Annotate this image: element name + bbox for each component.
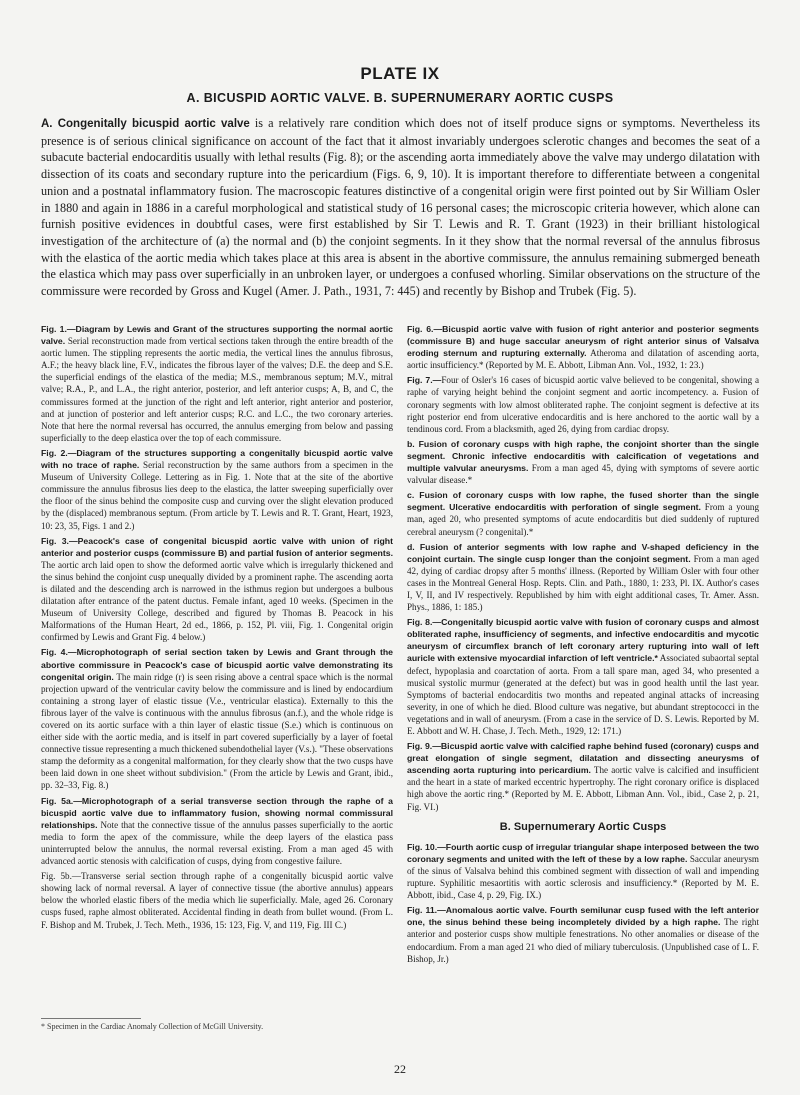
caption-body: Saccular aneurysm of the sinus of Valsalva behind this combined segment with dissection of wall and impending rupture. Syphilitic mesaortitis with aortic sclerosis and insufficiency.* (Reported by M. E. Abbott, ibid., Case 4, p. 29, Fig. IX.) bbox=[407, 853, 759, 901]
caption-heading: Fig. 11.—Anomalous aortic valve. Fourth semilunar cusp fused with the left anterior one, the sinus behind these being incompletely divided by a high raphe. bbox=[407, 905, 759, 928]
caption-body: Serial reconstruction by the same authors from a specimen in the Museum of University College. Lettering as in Fig. 1. Note that at the site of the abortive commissure the annulus fibrosus lies deep to the elastica, the latter sweeping superficially over the floor of the sinus behind the composite cusp and curving over the slight elevation produced by the (displaced) membranous septum. (From article by T. Lewis and R. T. Grant, Heart, 1923, 10: 23, 35, Figs. 1 and 2.) bbox=[41, 460, 393, 531]
page-number: 22 bbox=[394, 1062, 406, 1076]
intro-paragraph bbox=[41, 115, 760, 300]
caption-body: Note that the connective tissue of the annulus passes superficially to the aortic media to form the apex of the commissure, while the deep layers of the elastica pass uninterrupted below the annulus, the normal reversal existing. From a man aged 45 with advanced aortic stenosis with calcification of cusps, dying from congestive failure. bbox=[41, 819, 393, 867]
caption-body: From a young man, aged 20, who presented symptoms of acute endocarditis but died suddenly of ruptured cerebral aneurysm (? congenital).* bbox=[407, 502, 759, 537]
figure-caption bbox=[407, 541, 759, 614]
figure-caption bbox=[41, 323, 393, 444]
figure-caption bbox=[407, 438, 759, 486]
intro-lead: A. Congenitally bicuspid aortic valve bbox=[41, 118, 250, 130]
caption-heading: Fig. 6.—Bicuspid aortic valve with fusion of right anterior and posterior segments (commissure B) and huge saccular aneurysm of right anterior sinus of Valsalva eroding sternum and rupturing externally. bbox=[407, 324, 759, 359]
caption-body: From a man aged 45, dying with symptoms of severe aortic valvular disease.* bbox=[407, 463, 759, 486]
intro-text: is a relatively rare condition which does not of itself produce signs or symptoms. Nevertheless its presence is of serious clinical significance on account of the fact that it almost invariably undergoes sclerotic changes and becomes the seat of a subacute bacterial endocarditis usually with lethal results (Fig. 8); or the ascending aorta immediately above the valve may undergo dilatation with dissection of its coats and secondary rupture into the pericardium (Figs. 6, 9, 10). It is important therefore to differentiate between a congenital union and a postnatal inflammatory fusion. The macroscopic features distinctive of a congenital origin were first pointed out by Sir William Osler in 1880 and again in 1886 in a careful morphological and statistical study of 16 personal cases; the microscopic criteria however, which alone can furnish positive evidences in doubtful cases, were first established by Sir T. Lewis and R. T. Grant (1923) in their brilliant histological investigation of the architecture of (a) the normal and (b) the conjoint segments. In it they show that the normal reversal of the annulus fibrosus with the elastica of the aortic media which takes place at this area is absent in the abortive commissure, the annulus remaining submerged beneath the elastica which may pass over superficially in an unbroken layer, or undergoes a confused whorling. Similar observations on the structure of the commissure were recorded by Gross and Kugel (Amer. J. Path., 1931, 7: 445) and recently by Bishop and Trubek (Fig. 5). bbox=[41, 116, 760, 299]
section-b-heading: B. Supernumerary Aortic Cusps bbox=[499, 820, 667, 833]
figure-caption bbox=[41, 646, 393, 791]
caption-body: Atheroma and dilatation of ascending aorta, aortic insufficiency.* (Reported by M. E. Abbott, Libman Ann. Vol., 1932, 1: 23.) bbox=[407, 348, 759, 371]
figure-caption bbox=[41, 795, 393, 868]
figure-caption bbox=[41, 870, 393, 930]
plate-title: PLATE IX bbox=[360, 64, 440, 83]
caption-body: The right anterior and posterior cusps show multiple fenestrations. No other anomalies or disease of the endocardium. From a man aged 21 who died of miliary tuberculosis. (Unpublished case of L. F. Bishop, Jr.) bbox=[407, 917, 759, 964]
caption-body: From a man aged 42, dying of cardiac dropsy after 5 months' illness. (Reported by William Osler with four other cases in the Montreal General Hosp. Repts. Clin. and Path., 1880, 1: 233, Pl. IX. Author's cases I, V, II, and IV respectively. Republished by him with eight additional cases, Tr. Amer. Assn. Phys., 1886, 1: 185.) bbox=[407, 553, 759, 613]
figure-caption bbox=[407, 740, 759, 813]
footnote-rule bbox=[41, 1018, 141, 1019]
caption-heading: b. Fusion of coronary cusps with high raphe, the conjoint shorter than the single segment. Chronic infective endocarditis with calcification of vegetations and multiple valvular aneurysms. bbox=[407, 438, 759, 474]
plate-subtitle: A. BICUSPID AORTIC VALVE. B. SUPERNUMERARY AORTIC CUSPS bbox=[186, 91, 614, 105]
figure-caption bbox=[407, 323, 759, 371]
caption-body: The aortic valve is calcified and insufficient and the heart in a state of marked eccentric hypertrophy. The right coronary orifice is displaced high above the aortic ring.* (Reported by M. E. Abbott, Libman Ann. Vol., ibid., Case 2, p. 21, Fig. VI.) bbox=[407, 765, 760, 812]
caption-body: Fig. 5b.—Transverse serial section through raphe of a congenitally bicuspid aortic valve showing lack of normal reversal. A layer of connective tissue (the abortive annulus) appears below the whorled elastic fibers of the media which lie superficially. Male, aged 26. Coronary cusps fused, raphe almost obliterated. Accidental finding in death from bullet wound. (From L. F. Bishop and M. Trubek, J. Tech. Meth., 1936, 15: 123, Fig. V, and 119, Fig. III C.) bbox=[41, 871, 393, 930]
caption-heading: Fig. 10.—Fourth aortic cusp of irregular triangular shape interposed between the two coronary segments and united with the left of these by a low raphe. bbox=[407, 841, 759, 864]
caption-heading: Fig. 7.— bbox=[407, 375, 442, 386]
figure-caption bbox=[407, 616, 759, 737]
right-column-section-b bbox=[407, 841, 759, 965]
caption-body: Associated subaortal septal defect, hypoplasia and coarctation of aorta. From a tall spare man, aged 34, who presented a musical systolic murmur (generated at the defect) but was in good health until the last year. Symptoms of bacterial endocarditis two months and repeated anginal attacks of increasing severity, in one of which he died. Blood culture was negative, but abundant streptococci in the vegetations and in wall of aneurysm. (From a case in the service of D. S. Lewis. Reported by M. E. Abbott and W. H. Chase, J. Tech. Meth., 1929, 12: 171.) bbox=[407, 653, 759, 736]
caption-body: The aortic arch laid open to show the deformed aortic valve which is irregularly thickened and the sinus behind the conjoint cusp unequally divided by a prominent raphe. The ascending aorta is dilated and the descending arch is narrowed in the isthmus region but undergoes a bulbous dilatation after entrance of the patent ductus. Female infant, aged 10 weeks. (Specimen in the Museum of University College, described and figured by Thomas B. Peacock in his Malformations of the Human Heart, 2d ed., 1866, p. 152, Pl. viii, Fig. 1. Congenital origin confirmed by Lewis and Grant Fig. 4 below.) bbox=[41, 559, 393, 643]
figure-caption bbox=[407, 841, 759, 901]
figure-caption bbox=[407, 904, 759, 964]
caption-heading: Fig. 5a.—Microphotograph of a serial transverse section through the raphe of a bicuspid aortic valve due to inflammatory fusion, showing normal commissural relationships. bbox=[41, 795, 393, 830]
figure-caption bbox=[407, 374, 759, 434]
figure-caption bbox=[407, 489, 759, 537]
caption-heading: Fig. 4.—Microphotograph of serial section taken by Lewis and Grant through the abortive commissure in Peacock's case of bicuspid aortic valve demonstrating its congenital origin. bbox=[41, 647, 393, 682]
right-column bbox=[407, 323, 759, 968]
caption-heading: c. Fusion of coronary cusps with low raphe, the fused shorter than the single segment. Ulcerative endocarditis with perforation of single segment. bbox=[407, 490, 759, 513]
caption-heading: Fig. 3.—Peacock's case of congenital bicuspid aortic valve with union of right anterior and posterior cusps (commissure B) and partial fusion of anterior segments. bbox=[41, 535, 393, 558]
figure-caption bbox=[41, 535, 393, 644]
caption-heading: Fig. 1.—Diagram by Lewis and Grant of the structures supporting the normal aortic valve. bbox=[41, 324, 393, 347]
caption-heading: Fig. 9.—Bicuspid aortic valve with calcified raphe behind fused (coronary) cusps and great elongation of single segment, dilatation and dissecting aneurysms of ascending aorta rupturing into pericardium. bbox=[407, 741, 759, 776]
caption-body: Four of Osler's 16 cases of bicuspid aortic valve believed to be congenital, showing a raphe of varying height behind the conjoint segment and aortic incompetency. a. Fusion of coronary segments with low almost obliterated raphe. The conjoint segment is defective at its right posterior end from ulcerative endocarditis and is here anchored to the aortic wall by a tendinous cord. From a blacksmith, aged 26, dying from cardiac dropsy. bbox=[407, 375, 759, 434]
footnote: * Specimen in the Cardiac Anomaly Collection of McGill University. bbox=[41, 1022, 264, 1031]
figure-caption bbox=[41, 447, 393, 532]
right-column-section-a bbox=[407, 323, 759, 813]
caption-heading: d. Fusion of anterior segments with low raphe and V-shaped deficiency in the conjoint curtain. The single cusp longer than the conjoint segment. bbox=[407, 541, 759, 564]
caption-body: Serial reconstruction made from vertical sections taken through the entire breadth of the aortic lumen. The stippling represents the aortic media, the vertical lines the annulus fibrosus, A.F.; the heavy black line, F.V., indicates the fibrous layer of the valves; D.E. the deep and S.E. the superficial endings of the elastica of the media; M.S., membranous septum; M.V., mitral valve; R.A., P., and L.A., the right anterior, posterior, and left anterior cusps; A, B, and C, the commissures formed at the junction of the right and left anterior, right anterior and posterior, and at junction of posterior and left anterior cusps; R.C. and L.C., the two coronary arteries. Note that here the normal reversal has occurred, the annulus emerging from below and passing superficially to the deep elastica over the top of each commissure. bbox=[41, 336, 393, 443]
left-column bbox=[41, 323, 393, 934]
caption-heading: Fig. 8.—Congenitally bicuspid aortic valve with fusion of coronary cusps and almost obliterated raphe, insufficiency of segments, and infective endocarditis and mycotic aneurysm of circumflex branch of left coronary artery rupturing into wall of left auricle with extensive myocardial infarction of left ventricle.* bbox=[407, 617, 759, 664]
caption-body: The main ridge (r) is seen rising above a central space which is the normal projection upward of the ventricular cavity below the commissure and is lined by endocardium containing a strong layer of elastic tissue (V.e., ventricular elastica). Externally to this the fibrous layer of the valve is continuous with the annulus fibrosus (an.f.), and the whole ridge is covered on its aortic surface with a thin layer of elastic tissue (S.e.) which is continuous on either side with the aortic media, and is itself in part covered superficially by a layer of foetal connective tissue representing a much thickened subendothelial layer (V.s.). "These observations stamp the deformity as a congenital malformation, for they clearly show that the two cusps have been laid down in one sheet without subdivision." (From the article by Lewis and Grant, ibid., pp. 32–33, Fig. 8.) bbox=[41, 671, 393, 791]
caption-heading: Fig. 2.—Diagram of the structures supporting a congenitally bicuspid aortic valve with no trace of raphe. bbox=[41, 447, 393, 471]
